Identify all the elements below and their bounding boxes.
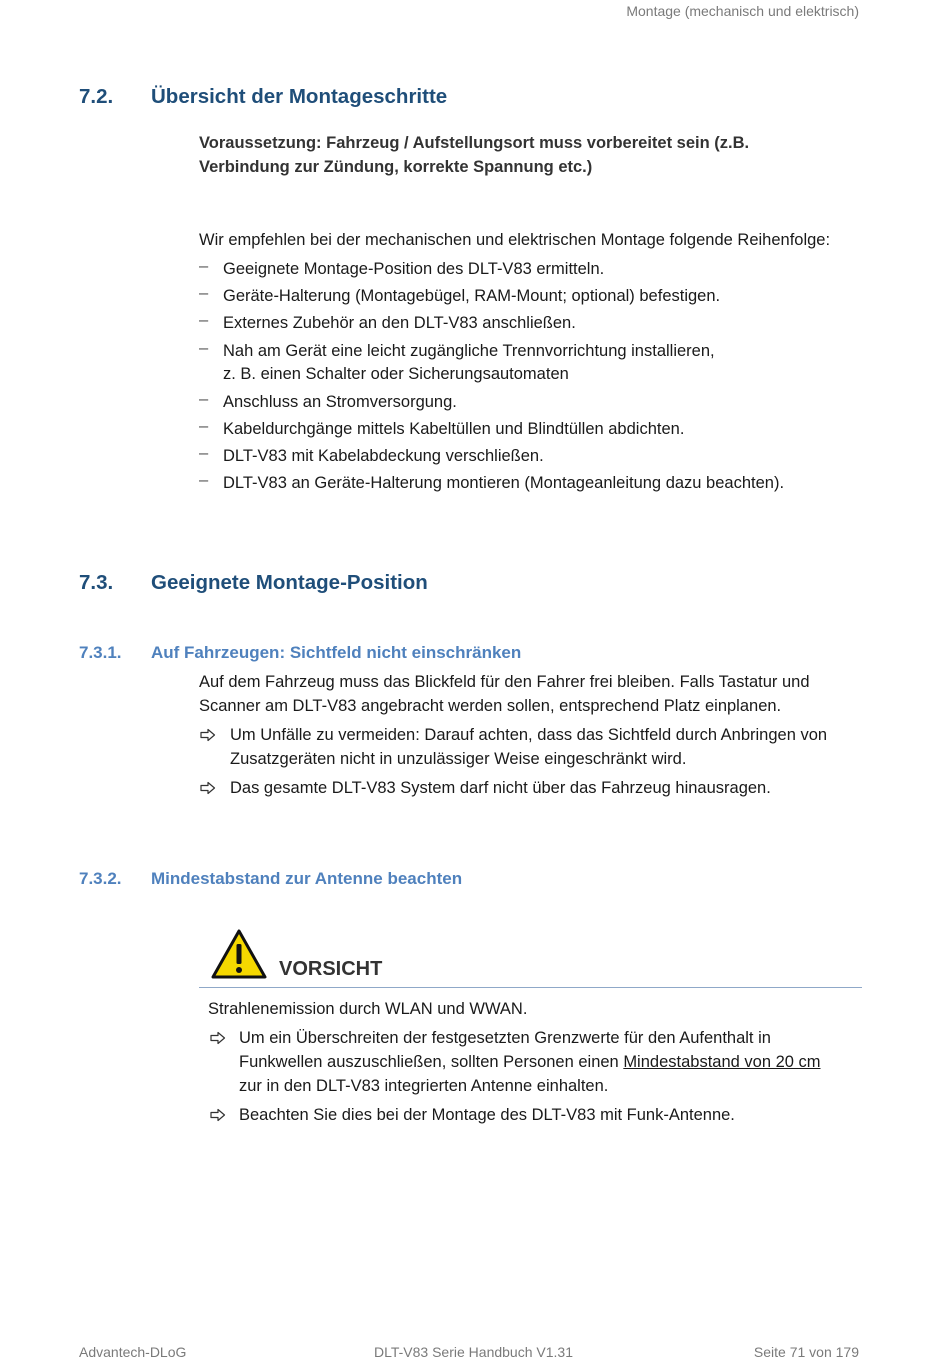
list-item: Anschluss an Stromversorgung.: [223, 393, 457, 411]
list-item: DLT-V83 an Geräte-Halterung montieren (Montageanleitung dazu beachten).: [223, 474, 785, 492]
section-title-7-2: Übersicht der Montageschritte: [151, 85, 448, 108]
bullet-text-continuation: zur in den DLT-V83 integrierten Antenne einhalten.: [239, 1077, 609, 1095]
bullet-text-fragment: Funkwellen auszuschließen, sollten Personen einen: [239, 1053, 624, 1071]
paragraph-line-2: Scanner am DLT-V83 angebracht werden sollen, entsprechend Platz einplanen.: [199, 697, 782, 715]
footer-document-title: DLT-V83 Serie Handbuch V1.31: [374, 1344, 573, 1360]
underlined-emphasis: Mindestabstand von 20 cm: [623, 1053, 821, 1071]
dash-bullet: –: [199, 417, 209, 435]
list-item: Geräte-Halterung (Montagebügel, RAM-Mount; optional) befestigen.: [223, 287, 721, 305]
list-item: Externes Zubehör an den DLT-V83 anschließen.: [223, 314, 576, 332]
prerequisite-line-1: Voraussetzung: Fahrzeug / Aufstellungsort muss vorbereitet sein (z.B.: [199, 134, 750, 152]
dash-bullet: –: [199, 257, 209, 275]
bullet-text: Das gesamte DLT-V83 System darf nicht über das Fahrzeug hinausragen.: [230, 779, 771, 797]
arrow-right-icon: [210, 1107, 226, 1123]
warning-lead: Strahlenemission durch WLAN und WWAN.: [208, 1000, 528, 1018]
footer-page-number: Seite 71 von 179: [753, 1344, 859, 1360]
section-number-7-3: 7.3.: [79, 571, 114, 594]
warning-divider: [199, 987, 862, 988]
dash-bullet: –: [199, 471, 209, 489]
arrow-right-icon: [210, 1030, 226, 1046]
bullet-text: Beachten Sie dies bei der Montage des DLT-V83 mit Funk-Antenne.: [239, 1106, 735, 1124]
arrow-right-icon: [200, 727, 216, 743]
dash-bullet: –: [199, 339, 209, 357]
list-item: DLT-V83 mit Kabelabdeckung verschließen.: [223, 447, 544, 465]
footer-company: Advantech-DLoG: [79, 1344, 187, 1360]
list-item: Kabeldurchgänge mittels Kabeltüllen und Blindtüllen abdichten.: [223, 420, 685, 438]
section-title-7-3: Geeignete Montage-Position: [151, 571, 428, 594]
bullet-text-continuation: Zusatzgeräten nicht in unzulässiger Weise eingeschränkt wird.: [230, 750, 687, 768]
list-item-continuation: z. B. einen Schalter oder Sicherungsautomaten: [223, 365, 569, 383]
warning-triangle-icon: [210, 928, 268, 980]
dash-bullet: –: [199, 311, 209, 329]
steps-intro: Wir empfehlen bei der mechanischen und elektrischen Montage folgende Reihenfolge:: [199, 231, 831, 249]
section-title-7-3-2: Mindestabstand zur Antenne beachten: [151, 869, 463, 888]
dash-bullet: –: [199, 390, 209, 408]
section-number-7-3-2: 7.3.2.: [79, 869, 122, 888]
section-title-7-3-1: Auf Fahrzeugen: Sichtfeld nicht einschränken: [151, 643, 522, 662]
dash-bullet: –: [199, 444, 209, 462]
bullet-text: Um ein Überschreiten der festgesetzten Grenzwerte für den Aufenthalt in: [239, 1029, 771, 1047]
list-item: Nah am Gerät eine leicht zugängliche Trennvorrichtung installieren,: [223, 342, 715, 360]
dash-bullet: –: [199, 284, 209, 302]
bullet-text-continuation: [239, 1050, 821, 1074]
arrow-right-icon: [200, 780, 216, 796]
warning-title: VORSICHT: [279, 958, 383, 980]
running-header: Montage (mechanisch und elektrisch): [626, 3, 859, 19]
section-number-7-3-1: 7.3.1.: [79, 643, 122, 662]
prerequisite-line-2: Verbindung zur Zündung, korrekte Spannung etc.): [199, 158, 593, 176]
section-number-7-2: 7.2.: [79, 85, 114, 108]
list-item: Geeignete Montage-Position des DLT-V83 ermitteln.: [223, 260, 605, 278]
bullet-text: Um Unfälle zu vermeiden: Darauf achten, dass das Sichtfeld durch Anbringen von: [230, 726, 828, 744]
paragraph-line-1: Auf dem Fahrzeug muss das Blickfeld für den Fahrer frei bleiben. Falls Tastatur und: [199, 673, 810, 691]
